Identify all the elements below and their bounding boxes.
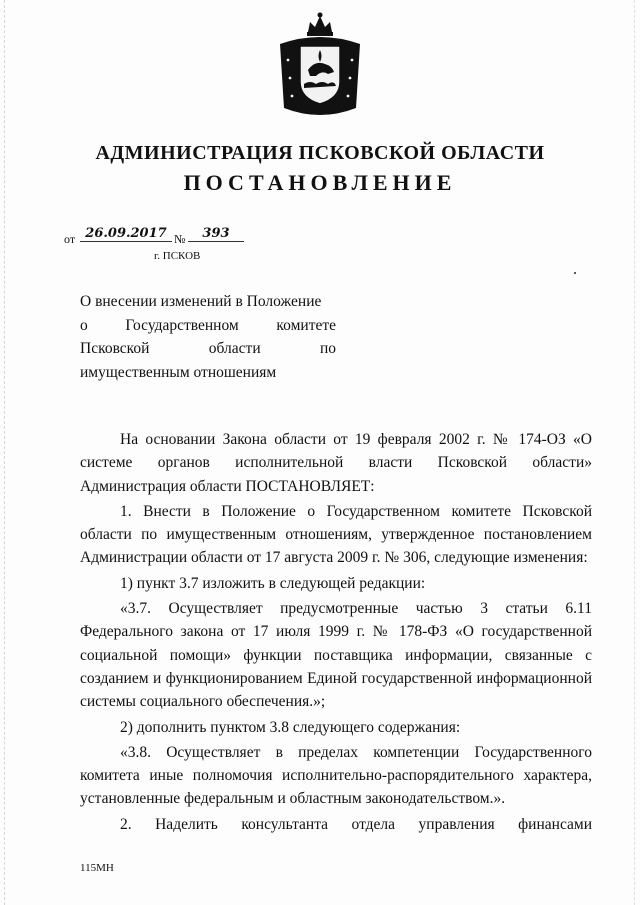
body-paragraph-subitem-2: 2) дополнить пунктом 3.8 следующего содержания: <box>120 718 461 736</box>
subject-line-2 <box>80 314 336 338</box>
body-paragraph-item-2: 2. Наделить консультанта отдела управления финансами <box>120 815 592 833</box>
subject-word: комитете <box>276 316 336 334</box>
document-body <box>80 428 592 836</box>
subject-line-4: имущественным отношениям <box>80 363 277 381</box>
subject-word: области <box>208 340 261 357</box>
subject-word: Государственном <box>125 316 239 334</box>
scan-dot <box>574 272 576 274</box>
scan-edge-right <box>634 0 636 905</box>
body-paragraph-subitem-1: 1) пункт 3.7 изложить в следующей редакции: <box>120 574 426 592</box>
body-paragraph-clause-3-7: «3.7. Осуществляет предусмотренные частью 3 статьи 6.11 Федерального закона от 17 июля 1999 г. № 178-ФЗ «О государственной социальной помощи» функции поставщика информации, связанные с созданием и функционированием Единой государственной информационной системы социального обеспечения.»; <box>80 600 592 711</box>
document-date-number <box>64 226 284 250</box>
subject-line-3 <box>80 337 336 361</box>
body-paragraph-item-1: 1. Внести в Положение о Государственном комитете Псковской области по имущественным отношениям, утвержденное постановлением Администрации области от 17 августа 2009 г. № 306, следующие изменения: <box>80 502 592 567</box>
document-date: 26.09.2017 <box>80 226 172 242</box>
document-subject <box>80 290 336 384</box>
body-paragraph-clause-3-8: «3.8. Осуществляет в пределах компетенции Государственного комитета иные полномочия исполнительно-распорядительного характера, установленные федеральным и областным законодательством.». <box>80 743 592 808</box>
organization-title: АДМИНИСТРАЦИЯ ПСКОВСКОЙ ОБЛАСТИ <box>95 142 545 164</box>
subject-line-1: О внесении изменений в Положение <box>80 293 322 310</box>
footer-code: 115МН <box>80 862 114 874</box>
coat-of-arms-emblem <box>270 10 370 122</box>
body-paragraph-basis: На основании Закона области от 19 февраля 2002 г. № 174-ОЗ «О системе органов исполнительной власти Псковской области» Администрация области ПОСТАНОВЛЯЕТ: <box>80 431 592 495</box>
document-type-title: ПОСТАНОВЛЕНИЕ <box>183 170 457 195</box>
date-prefix-label: от <box>64 232 76 246</box>
city-label: г. ПСКОВ <box>154 250 201 262</box>
subject-word: по <box>319 340 336 357</box>
subject-word: Псковской <box>80 340 150 357</box>
number-label: № <box>174 232 186 246</box>
document-number: 393 <box>188 226 244 242</box>
scan-edge-left <box>4 0 6 905</box>
subject-word: о <box>80 316 88 334</box>
